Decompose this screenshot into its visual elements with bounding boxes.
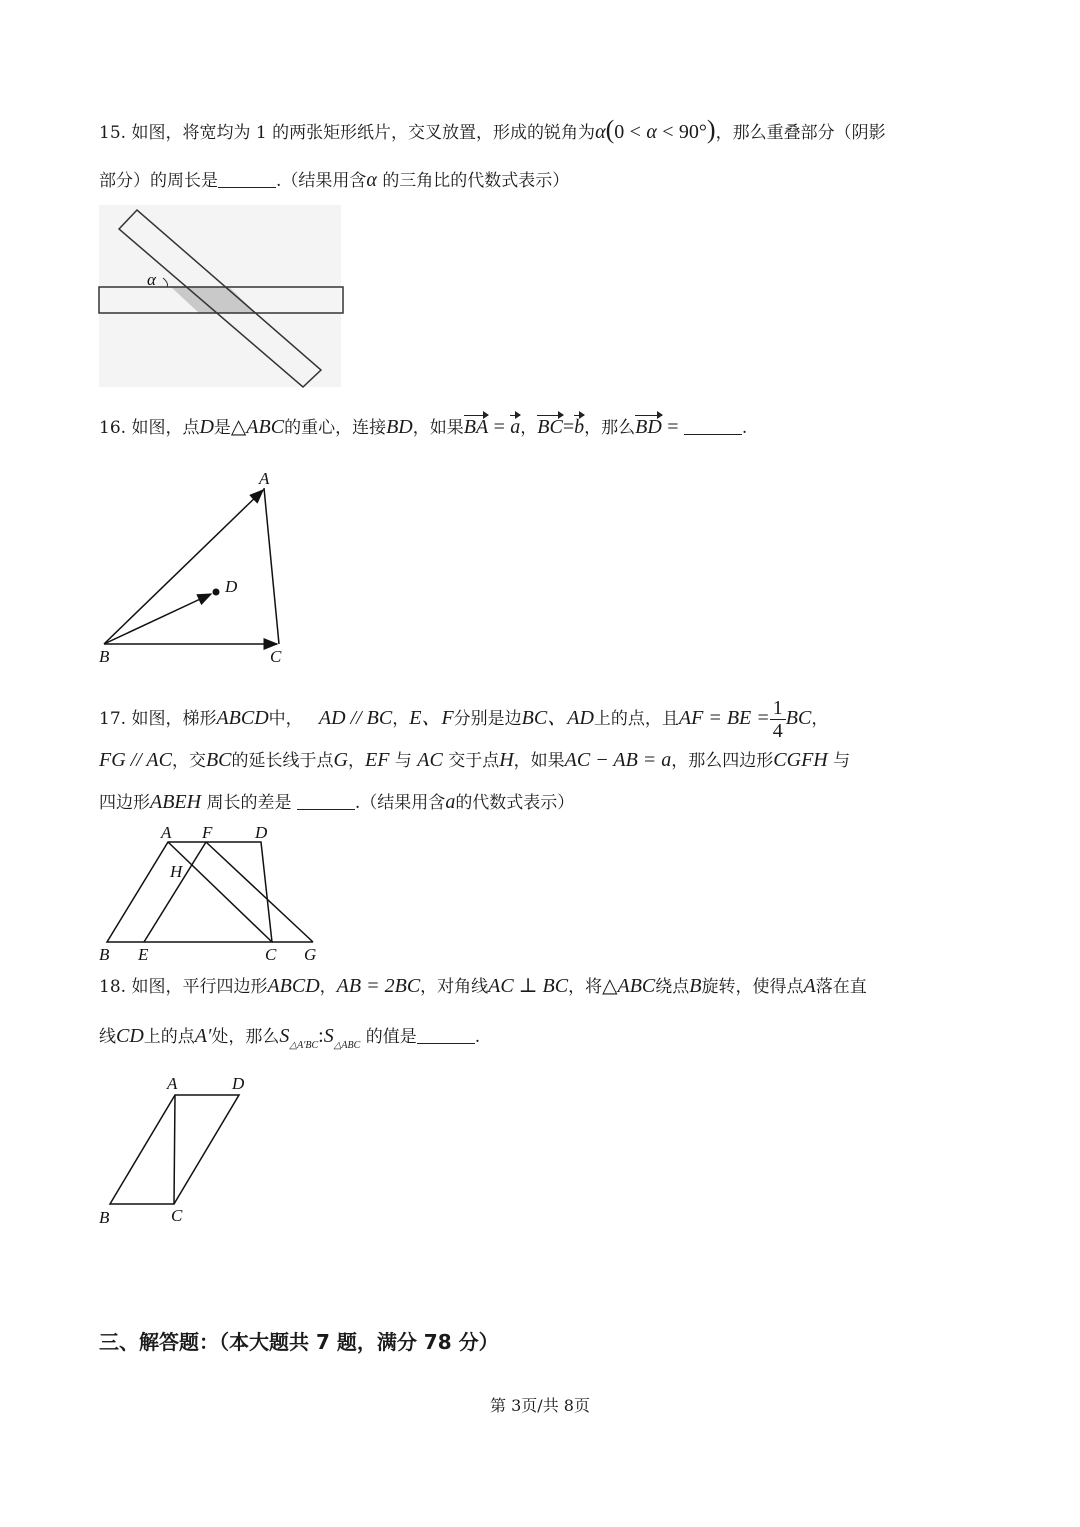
svg-text:D: D — [232, 1074, 245, 1093]
q17-line2: FG // AC，交BC的延长线于点G，EF 与 AC 交于点H，如果AC − AB = a，那么四边形CGFH 与 — [99, 749, 851, 771]
svg-text:C: C — [265, 945, 277, 964]
q16-figure — [99, 468, 299, 668]
answer-blank — [297, 791, 355, 810]
svg-text:F: F — [202, 823, 213, 842]
q18-line1: 18. 如图，平行四边形ABCD，AB = 2BC，对角线AC ⊥ BC，将△ABC绕点B旋转，使得点A落在直 — [99, 975, 867, 997]
answer-blank — [218, 169, 276, 188]
q18-line2: 线CD上的点A′处，那么$S_{\triangle A'BC}:S_{\triangle ABC}$ 的值是 . — [99, 1025, 481, 1051]
svg-text:E: E — [138, 945, 149, 964]
svg-text:A: A — [167, 1074, 178, 1093]
svg-text:A: A — [161, 823, 172, 842]
svg-text:C: C — [171, 1206, 183, 1225]
q18-figure — [99, 1073, 259, 1233]
svg-text:B: B — [99, 647, 110, 666]
q15-line1: 15. 如图，将宽均为 1 的两张矩形纸片，交叉放置，形成的锐角为α(0 < α < 90°)，那么重叠部分（阴影 — [99, 115, 886, 144]
page-footer: 第 3页/共 8页 — [490, 1396, 590, 1415]
svg-text:H: H — [170, 862, 183, 881]
svg-text:G: G — [304, 945, 317, 964]
q17-line1: 17. 如图，梯形ABCD中， AD // BC，E、F分别是边BC、AD上的点，且AF = BE = $\frac{1}{4}$ BC， — [99, 697, 829, 742]
q15-figure — [99, 205, 349, 390]
q15-line2: 部分）的周长是 .（结果用含α 的三角比的代数式表示） — [99, 169, 570, 191]
svg-text:D: D — [225, 577, 238, 596]
svg-text:B: B — [99, 945, 110, 964]
q16-line: 16. 如图，点D是△ABC的重心，连接BD，如果BA = a，BC=b，那么BD = . — [99, 416, 748, 438]
answer-blank — [417, 1025, 475, 1044]
svg-text:A: A — [259, 469, 270, 488]
answer-blank — [684, 416, 742, 435]
q15-alpha-label: α — [147, 270, 156, 289]
q17-figure — [99, 822, 339, 967]
q17-line3: 四边形ABEH 周长的差是 .（结果用含a的代数式表示） — [99, 791, 575, 813]
section-heading: 三、解答题：（本大题共 7 题，满分 78 分） — [99, 1330, 499, 1354]
centroid-point — [213, 589, 220, 596]
svg-text:C: C — [270, 647, 282, 666]
svg-text:B: B — [99, 1208, 110, 1227]
fraction-1-4: $\frac{1}{4}$ — [770, 697, 786, 742]
svg-text:D: D — [255, 823, 268, 842]
